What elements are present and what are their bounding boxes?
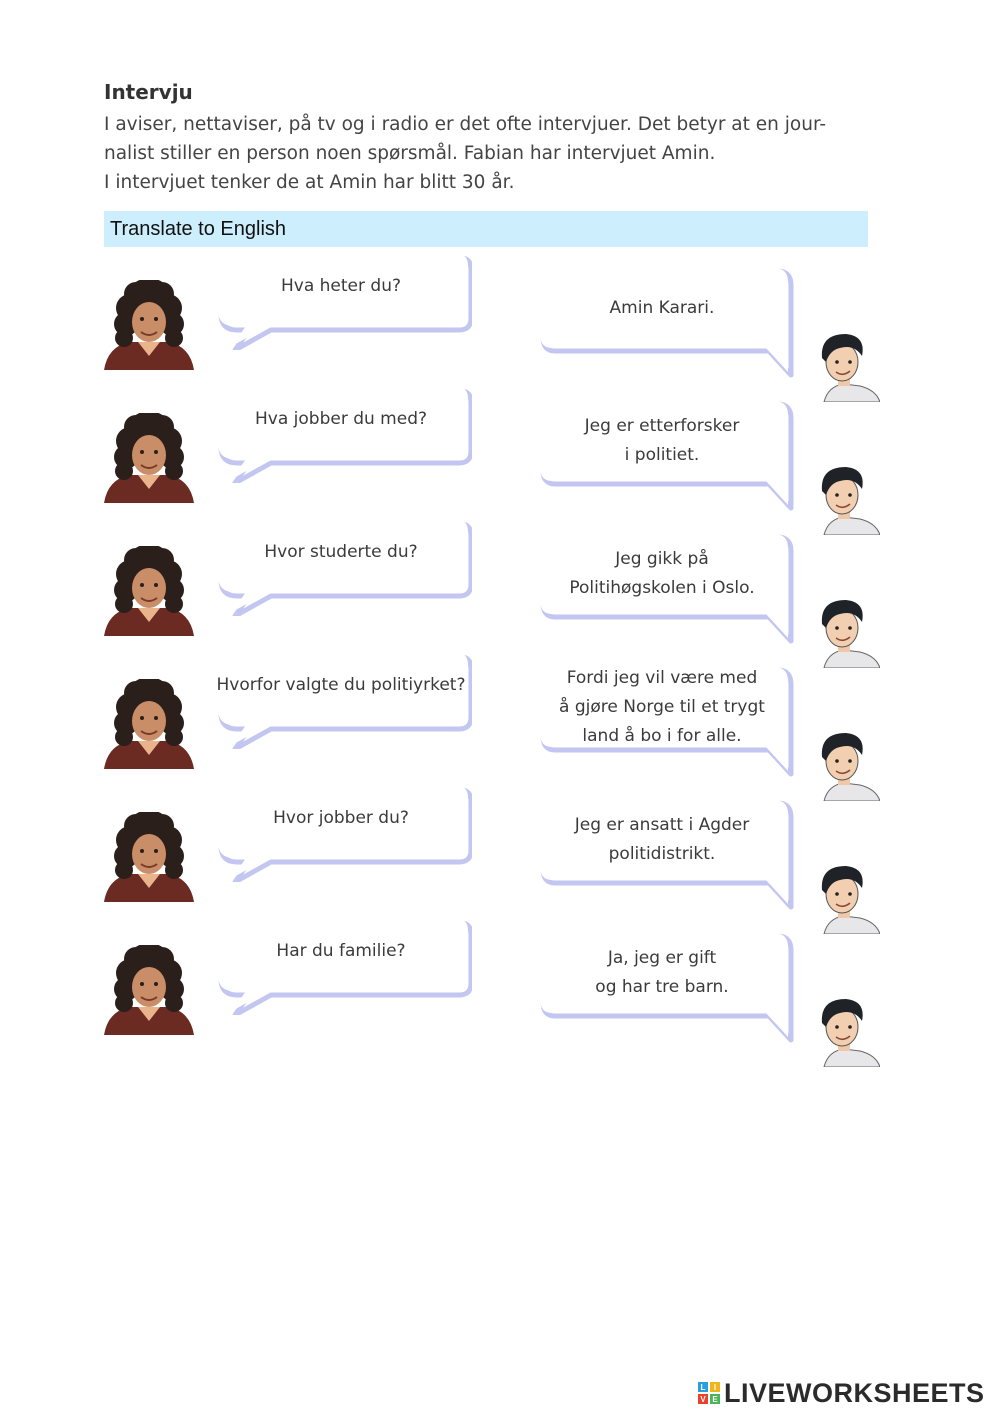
interviewer-avatar: [102, 546, 196, 642]
answer-text: Jeg er etterforsker i politiet.: [584, 416, 740, 465]
intro-paragraph: [104, 110, 874, 197]
interviewer-avatar: [102, 945, 196, 1041]
interviewee-avatar: [810, 995, 880, 1071]
interviewee-avatar: [810, 463, 880, 539]
question-text: Hva heter du?: [280, 275, 401, 296]
answer-bubble: [534, 526, 796, 648]
question-text: Hva jobber du med?: [254, 408, 428, 429]
answer-text: Ja, jeg er gift og har tre barn.: [595, 948, 729, 997]
interviewer-avatar: [102, 812, 196, 908]
question-bubble: [210, 915, 472, 1019]
answer-text: Fordi jeg vil være med å gjøre Norge til et trygt land å bo i for alle.: [559, 667, 765, 746]
question-bubble: [210, 516, 472, 620]
question-bubble: [210, 383, 472, 487]
answer-bubble: [534, 393, 796, 515]
interviewer-avatar: [102, 413, 196, 509]
interviewer-avatar: [102, 280, 196, 376]
question-bubble: [210, 782, 472, 886]
intro-line: I aviser, nettaviser, på tv og i radio er det ofte intervjuer. Det betyr at en jour-: [104, 114, 827, 135]
logo-tile: E: [710, 1394, 720, 1404]
question-text: Hvor studerte du?: [264, 541, 418, 562]
interviewee-avatar: [810, 729, 880, 805]
answer-bubble: [534, 792, 796, 914]
worksheet-heading: Intervju: [104, 80, 193, 104]
question-text: Har du familie?: [276, 940, 406, 961]
answer-text: Amin Karari.: [609, 297, 715, 318]
task-instruction-label: Translate to English: [110, 217, 287, 240]
logo-tile: I: [710, 1382, 720, 1392]
interviewee-avatar: [810, 596, 880, 672]
logo-text: LIVEWORKSHEETS: [724, 1377, 985, 1408]
interviewee-avatar: [810, 330, 880, 406]
answer-text: Jeg gikk på Politihøgskolen i Oslo.: [569, 549, 755, 598]
answer-bubble: [534, 659, 796, 781]
logo-tiles-icon: [698, 1382, 720, 1404]
answer-text: Jeg er ansatt i Agder politidistrikt.: [574, 815, 750, 864]
question-bubble: [210, 649, 472, 753]
logo-tile: L: [698, 1382, 708, 1392]
question-text: Hvorfor valgte du politiyrket?: [216, 674, 466, 695]
answer-bubble: [534, 925, 796, 1047]
answer-bubble: [534, 260, 796, 382]
liveworksheets-logo: [698, 1376, 985, 1410]
interviewee-avatar: [810, 862, 880, 938]
question-text: Hvor jobber du?: [273, 807, 409, 828]
interviewer-avatar: [102, 679, 196, 775]
task-instruction-bar: [104, 211, 868, 247]
intro-line: I intervjuet tenker de at Amin har blitt 30 år.: [104, 172, 515, 193]
intro-line: nalist stiller en person noen spørsmål. Fabian har intervjuet Amin.: [104, 143, 716, 164]
question-bubble: [210, 250, 472, 354]
logo-tile: V: [698, 1394, 708, 1404]
